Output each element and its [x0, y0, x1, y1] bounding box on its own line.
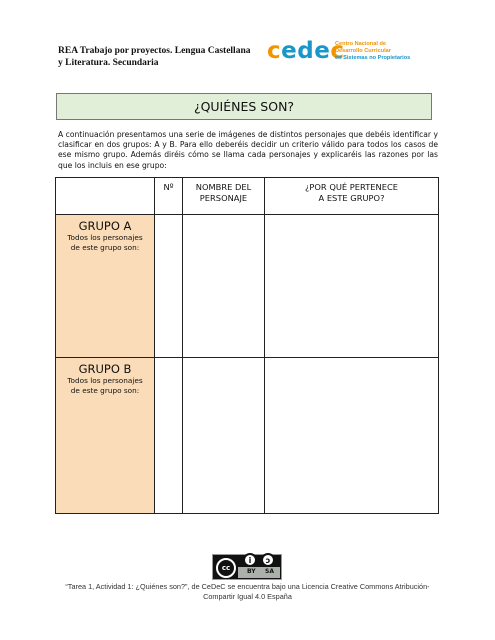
instructions-paragraph: A continuación presentamos una serie de imágenes de distintos personajes que debéis identificar y clasificar en dos grupos: A y B. Para ello deberéis decidir un criterio válido para todos los casos de ese mismo grupo. Además diréis cómo se llama cada personajes y explicaréis las razones por las que los incluis en ese grupo: [58, 130, 438, 170]
logo-subtitle-line-3: en Sistemas no Propietarios [335, 54, 411, 61]
course-title-line-1: REA Trabajo por proyectos. Lengua Castellana [58, 46, 251, 56]
license-footer-line-2: Compartir Igual 4.0 España [203, 592, 292, 601]
logo-wordmark [267, 38, 344, 64]
license-band [238, 567, 280, 578]
badge-sa-label: SA [265, 568, 274, 575]
table-header-row [56, 178, 439, 215]
logo-subtitle [335, 41, 410, 61]
group-b-label-cell [56, 358, 155, 514]
logo-letter-c-end: c [330, 38, 345, 64]
group-b-name: GRUPO B [78, 362, 132, 376]
group-a-reason-cell[interactable] [265, 215, 439, 358]
group-b-number-cell[interactable] [155, 358, 183, 514]
logo-subtitle-line-2: Desarrollo Curricular [335, 47, 391, 54]
page-title: ¿QUIÉNES SON? [56, 93, 432, 120]
table-row-group-a [56, 215, 439, 358]
header-name-line-1: NOMBRE DEL [195, 182, 252, 192]
badge-by-label: BY [247, 568, 256, 575]
license-footer [0, 582, 495, 602]
course-title-line-2: y Literatura. Secundaria [58, 58, 159, 68]
logo-letter-c: c [267, 38, 282, 64]
group-a-label-cell [56, 215, 155, 358]
classification-table [55, 177, 439, 514]
table-row-group-b [56, 358, 439, 514]
document-header [58, 45, 251, 69]
attribution-icon: i [243, 553, 257, 567]
cc-icon: cc [216, 558, 236, 578]
group-a-number-cell[interactable] [155, 215, 183, 358]
group-b-description-line-2: de este grupo son: [70, 385, 140, 395]
group-b-reason-cell[interactable] [265, 358, 439, 514]
group-a-description-line-2: de este grupo son: [70, 242, 140, 252]
cedec-logo [267, 38, 437, 68]
logo-letters-ede: ede [281, 38, 331, 64]
group-b-description-line-1: Todos los personajes [67, 376, 143, 385]
header-number [155, 178, 183, 215]
header-number-label: Nº [163, 182, 174, 192]
share-alike-icon: ↄ [261, 553, 275, 567]
header-reason [265, 178, 439, 215]
group-b-name-cell[interactable] [183, 358, 265, 514]
header-name-line-2: PERSONAJE [199, 193, 248, 203]
group-a-name-cell[interactable] [183, 215, 265, 358]
header-character-name [183, 178, 265, 215]
header-reason-line-2: A ESTE GRUPO? [318, 193, 385, 203]
group-a-name: GRUPO A [78, 219, 132, 233]
creative-commons-badge[interactable] [212, 554, 282, 580]
license-footer-line-1: “Tarea 1, Actividad 1: ¿Quiénes son?”, de CeDeC se encuentra bajo una Licencia Creative Commons Atribución- [65, 582, 430, 591]
logo-subtitle-line-1: Centro Nacional de [335, 41, 386, 47]
header-reason-line-1: ¿POR QUÉ PERTENECE [304, 182, 399, 192]
group-a-description-line-1: Todos los personajes [67, 233, 143, 242]
header-empty-cell [56, 178, 155, 215]
